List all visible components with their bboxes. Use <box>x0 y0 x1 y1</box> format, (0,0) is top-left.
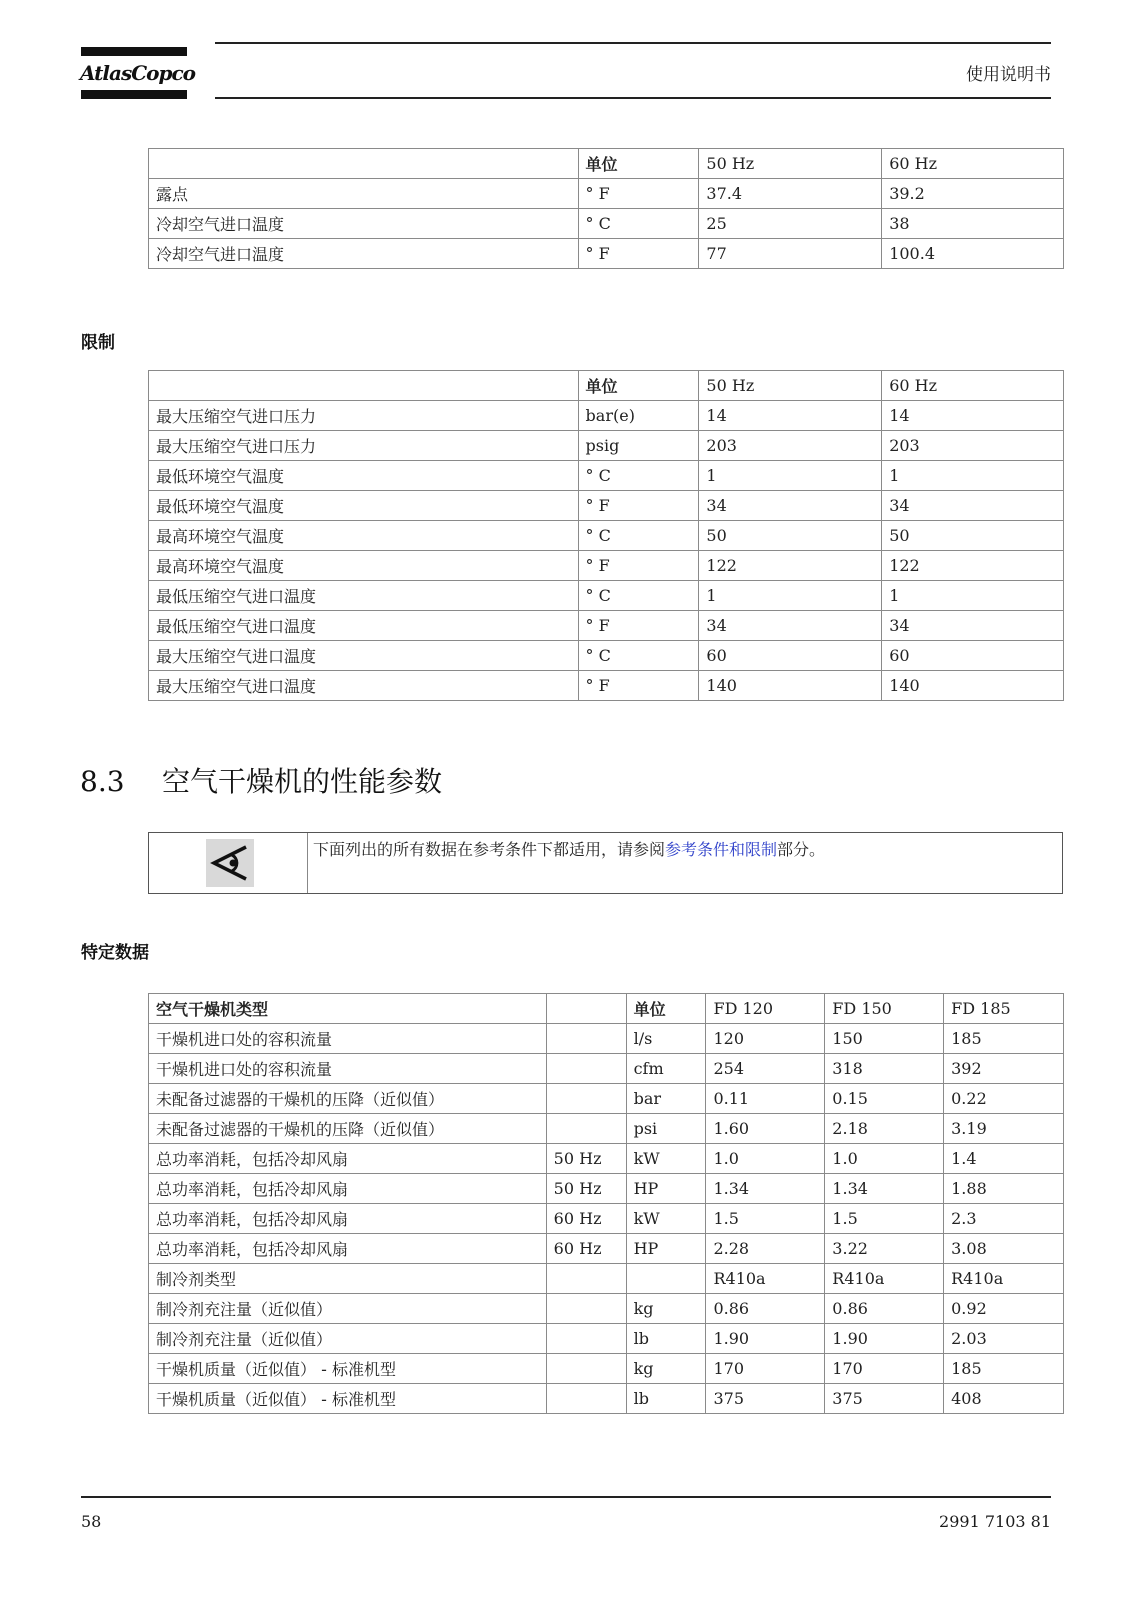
table-cell: 0.11 <box>706 1084 825 1114</box>
table-cell: ° F <box>578 491 699 521</box>
table-row <box>149 1264 1064 1294</box>
table-cell: psig <box>578 431 699 461</box>
table-cell: 1 <box>882 581 1064 611</box>
section-heading <box>80 760 442 800</box>
table-cell: 1 <box>882 461 1064 491</box>
row-label: 未配备过滤器的干燥机的压降（近似值） <box>149 1084 547 1114</box>
table-cell: lb <box>626 1384 706 1414</box>
table-cell: 140 <box>699 671 882 701</box>
table-cell: kg <box>626 1354 706 1384</box>
table-cell: HP <box>626 1234 706 1264</box>
row-label: 总功率消耗，包括冷却风扇 <box>149 1144 547 1174</box>
table-row <box>149 179 1064 209</box>
table-row <box>149 209 1064 239</box>
table-cell: 170 <box>706 1354 825 1384</box>
table-cell <box>546 1024 626 1054</box>
table-cell: 392 <box>944 1054 1064 1084</box>
table-cell: ° C <box>578 641 699 671</box>
atlas-copco-logo: AtlasCopco <box>80 61 195 85</box>
row-label: 最低环境空气温度 <box>149 491 579 521</box>
table-row <box>149 1294 1064 1324</box>
table-cell: ° C <box>578 521 699 551</box>
footer-rule <box>81 1496 1051 1498</box>
table-cell: 1.60 <box>706 1114 825 1144</box>
table-cell: 1 <box>699 461 882 491</box>
table-cell: 34 <box>699 491 882 521</box>
table-cell: 2.03 <box>944 1324 1064 1354</box>
table-header-row <box>149 371 1064 401</box>
table-cell: cfm <box>626 1054 706 1084</box>
table-row <box>149 1174 1064 1204</box>
column-header: FD 185 <box>944 994 1064 1024</box>
column-header: 50 Hz <box>699 149 882 179</box>
column-header <box>149 149 579 179</box>
table-cell: 34 <box>882 611 1064 641</box>
row-label: 未配备过滤器的干燥机的压降（近似值） <box>149 1114 547 1144</box>
logo-bar-bottom <box>81 90 187 99</box>
table-cell: 1.4 <box>944 1144 1064 1174</box>
table-row <box>149 641 1064 671</box>
table-cell: 50 <box>699 521 882 551</box>
table-cell: 14 <box>882 401 1064 431</box>
table-cell: 0.86 <box>706 1294 825 1324</box>
table-cell: 122 <box>882 551 1064 581</box>
table-cell: 120 <box>706 1024 825 1054</box>
table-cell: 0.15 <box>825 1084 944 1114</box>
row-label: 干燥机进口处的容积流量 <box>149 1054 547 1084</box>
table-cell <box>546 1114 626 1144</box>
table-cell: 1.34 <box>825 1174 944 1204</box>
table-cell: 185 <box>944 1024 1064 1054</box>
table-cell: 50 Hz <box>546 1144 626 1174</box>
row-label: 制冷剂充注量（近似值） <box>149 1324 547 1354</box>
table-row <box>149 1204 1064 1234</box>
column-header: 单位 <box>578 371 699 401</box>
row-label: 冷却空气进口温度 <box>149 209 579 239</box>
table-cell <box>546 1324 626 1354</box>
table-cell: 60 <box>699 641 882 671</box>
column-header <box>149 371 579 401</box>
table-cell: 100.4 <box>882 239 1064 269</box>
table-cell: lb <box>626 1324 706 1354</box>
column-header: 60 Hz <box>882 149 1064 179</box>
table-cell: 2.28 <box>706 1234 825 1264</box>
table-cell: 60 Hz <box>546 1204 626 1234</box>
limits-table <box>148 370 1064 701</box>
table-row <box>149 1084 1064 1114</box>
table-cell: 140 <box>882 671 1064 701</box>
table-cell: ° C <box>578 209 699 239</box>
table-cell: psi <box>626 1114 706 1144</box>
table-cell: 14 <box>699 401 882 431</box>
table-cell: ° F <box>578 239 699 269</box>
table-row <box>149 521 1064 551</box>
column-header: 空气干燥机类型 <box>149 994 547 1024</box>
table-row <box>149 1384 1064 1414</box>
table-cell: 122 <box>699 551 882 581</box>
note-text-end: 部分。 <box>777 840 826 859</box>
row-label: 制冷剂充注量（近似值） <box>149 1294 547 1324</box>
column-header: FD 120 <box>706 994 825 1024</box>
table-row <box>149 1024 1064 1054</box>
row-label: 干燥机质量（近似值） - 标准机型 <box>149 1354 547 1384</box>
table-cell: 1.88 <box>944 1174 1064 1204</box>
table-cell: bar <box>626 1084 706 1114</box>
row-label: 总功率消耗，包括冷却风扇 <box>149 1204 547 1234</box>
row-label: 制冷剂类型 <box>149 1264 547 1294</box>
table-cell: 0.86 <box>825 1294 944 1324</box>
table-cell: 34 <box>882 491 1064 521</box>
row-label: 总功率消耗，包括冷却风扇 <box>149 1234 547 1264</box>
table-cell: HP <box>626 1174 706 1204</box>
table-row <box>149 581 1064 611</box>
table-row <box>149 1234 1064 1264</box>
table-cell: 3.08 <box>944 1234 1064 1264</box>
table-header-row <box>149 149 1064 179</box>
row-label: 最大压缩空气进口温度 <box>149 641 579 671</box>
table-row <box>149 431 1064 461</box>
table-row <box>149 671 1064 701</box>
row-label: 最低环境空气温度 <box>149 461 579 491</box>
row-label: 最大压缩空气进口压力 <box>149 401 579 431</box>
table-cell: 0.22 <box>944 1084 1064 1114</box>
note-box <box>148 832 1063 894</box>
table-cell: bar(e) <box>578 401 699 431</box>
table-cell <box>546 1264 626 1294</box>
specific-data-table <box>148 993 1064 1414</box>
table-cell: 408 <box>944 1384 1064 1414</box>
table-cell: 1.0 <box>825 1144 944 1174</box>
table-cell: 25 <box>699 209 882 239</box>
table-cell: 39.2 <box>882 179 1064 209</box>
header-rule-top <box>215 42 1051 44</box>
table-header-row <box>149 994 1064 1024</box>
table-cell: 1.0 <box>706 1144 825 1174</box>
table-cell: ° F <box>578 551 699 581</box>
column-header: 单位 <box>578 149 699 179</box>
table-cell: 60 Hz <box>546 1234 626 1264</box>
row-label: 干燥机进口处的容积流量 <box>149 1024 547 1054</box>
table-cell: 50 Hz <box>546 1174 626 1204</box>
table-cell: 185 <box>944 1354 1064 1384</box>
table-cell: 1.34 <box>706 1174 825 1204</box>
row-label: 露点 <box>149 179 579 209</box>
table-cell: 318 <box>825 1054 944 1084</box>
specific-data-label: 特定数据 <box>81 943 149 963</box>
table-row <box>149 1054 1064 1084</box>
table-cell <box>546 1354 626 1384</box>
table-cell: 1.90 <box>706 1324 825 1354</box>
reference-conditions-table <box>148 148 1064 269</box>
table-cell: 203 <box>882 431 1064 461</box>
limits-label: 限制 <box>81 333 115 353</box>
table-cell: 0.92 <box>944 1294 1064 1324</box>
document-number: 2991 7103 81 <box>939 1512 1051 1531</box>
table-cell: ° C <box>578 581 699 611</box>
table-row <box>149 1144 1064 1174</box>
row-label: 最大压缩空气进口温度 <box>149 671 579 701</box>
table-row <box>149 461 1064 491</box>
table-row <box>149 611 1064 641</box>
note-divider <box>307 833 308 893</box>
column-header: 60 Hz <box>882 371 1064 401</box>
table-cell: 60 <box>882 641 1064 671</box>
table-cell: 34 <box>699 611 882 641</box>
table-cell: 375 <box>825 1384 944 1414</box>
row-label: 干燥机质量（近似值） - 标准机型 <box>149 1384 547 1414</box>
table-cell: ° F <box>578 671 699 701</box>
table-cell: 38 <box>882 209 1064 239</box>
table-row <box>149 401 1064 431</box>
table-cell: kW <box>626 1204 706 1234</box>
note-text-start: 下面列出的所有数据在参考条件下都适用，请参阅 <box>313 840 666 859</box>
eye-icon <box>206 839 254 887</box>
table-row <box>149 1324 1064 1354</box>
row-label: 最高环境空气温度 <box>149 521 579 551</box>
table-row <box>149 1114 1064 1144</box>
table-cell: R410a <box>825 1264 944 1294</box>
table-cell: ° F <box>578 179 699 209</box>
column-header: 50 Hz <box>699 371 882 401</box>
table-cell: 3.22 <box>825 1234 944 1264</box>
table-cell: 203 <box>699 431 882 461</box>
table-cell: 150 <box>825 1024 944 1054</box>
row-label: 冷却空气进口温度 <box>149 239 579 269</box>
table-cell: 50 <box>882 521 1064 551</box>
table-cell <box>626 1264 706 1294</box>
table-cell: kW <box>626 1144 706 1174</box>
table-cell: 1.5 <box>825 1204 944 1234</box>
table-cell: 1.90 <box>825 1324 944 1354</box>
header-rule-bottom <box>215 97 1051 99</box>
table-cell: 77 <box>699 239 882 269</box>
logo-bar-top <box>81 47 187 56</box>
column-header: FD 150 <box>825 994 944 1024</box>
table-cell: R410a <box>944 1264 1064 1294</box>
note-text <box>313 837 825 860</box>
table-cell: kg <box>626 1294 706 1324</box>
table-cell: 2.18 <box>825 1114 944 1144</box>
table-cell: 375 <box>706 1384 825 1414</box>
column-header <box>546 994 626 1024</box>
table-cell <box>546 1294 626 1324</box>
table-cell: 1.5 <box>706 1204 825 1234</box>
table-cell: ° C <box>578 461 699 491</box>
manual-title: 使用说明书 <box>966 65 1051 85</box>
table-cell: l/s <box>626 1024 706 1054</box>
table-cell: 37.4 <box>699 179 882 209</box>
table-cell <box>546 1384 626 1414</box>
section-number: 8.3 <box>80 765 125 798</box>
table-cell: 1 <box>699 581 882 611</box>
table-row <box>149 1354 1064 1384</box>
column-header: 单位 <box>626 994 706 1024</box>
table-cell <box>546 1054 626 1084</box>
section-title: 空气干燥机的性能参数 <box>162 765 443 798</box>
table-cell: 254 <box>706 1054 825 1084</box>
table-cell: R410a <box>706 1264 825 1294</box>
table-cell: 3.19 <box>944 1114 1064 1144</box>
row-label: 总功率消耗，包括冷却风扇 <box>149 1174 547 1204</box>
table-cell: 2.3 <box>944 1204 1064 1234</box>
row-label: 最低压缩空气进口温度 <box>149 611 579 641</box>
table-row <box>149 239 1064 269</box>
table-cell: 170 <box>825 1354 944 1384</box>
table-cell <box>546 1084 626 1114</box>
row-label: 最高环境空气温度 <box>149 551 579 581</box>
row-label: 最低压缩空气进口温度 <box>149 581 579 611</box>
row-label: 最大压缩空气进口压力 <box>149 431 579 461</box>
table-row <box>149 491 1064 521</box>
table-cell: ° F <box>578 611 699 641</box>
reference-conditions-link[interactable]: 参考条件和限制 <box>665 840 778 859</box>
table-row <box>149 551 1064 581</box>
page-number: 58 <box>81 1512 102 1531</box>
